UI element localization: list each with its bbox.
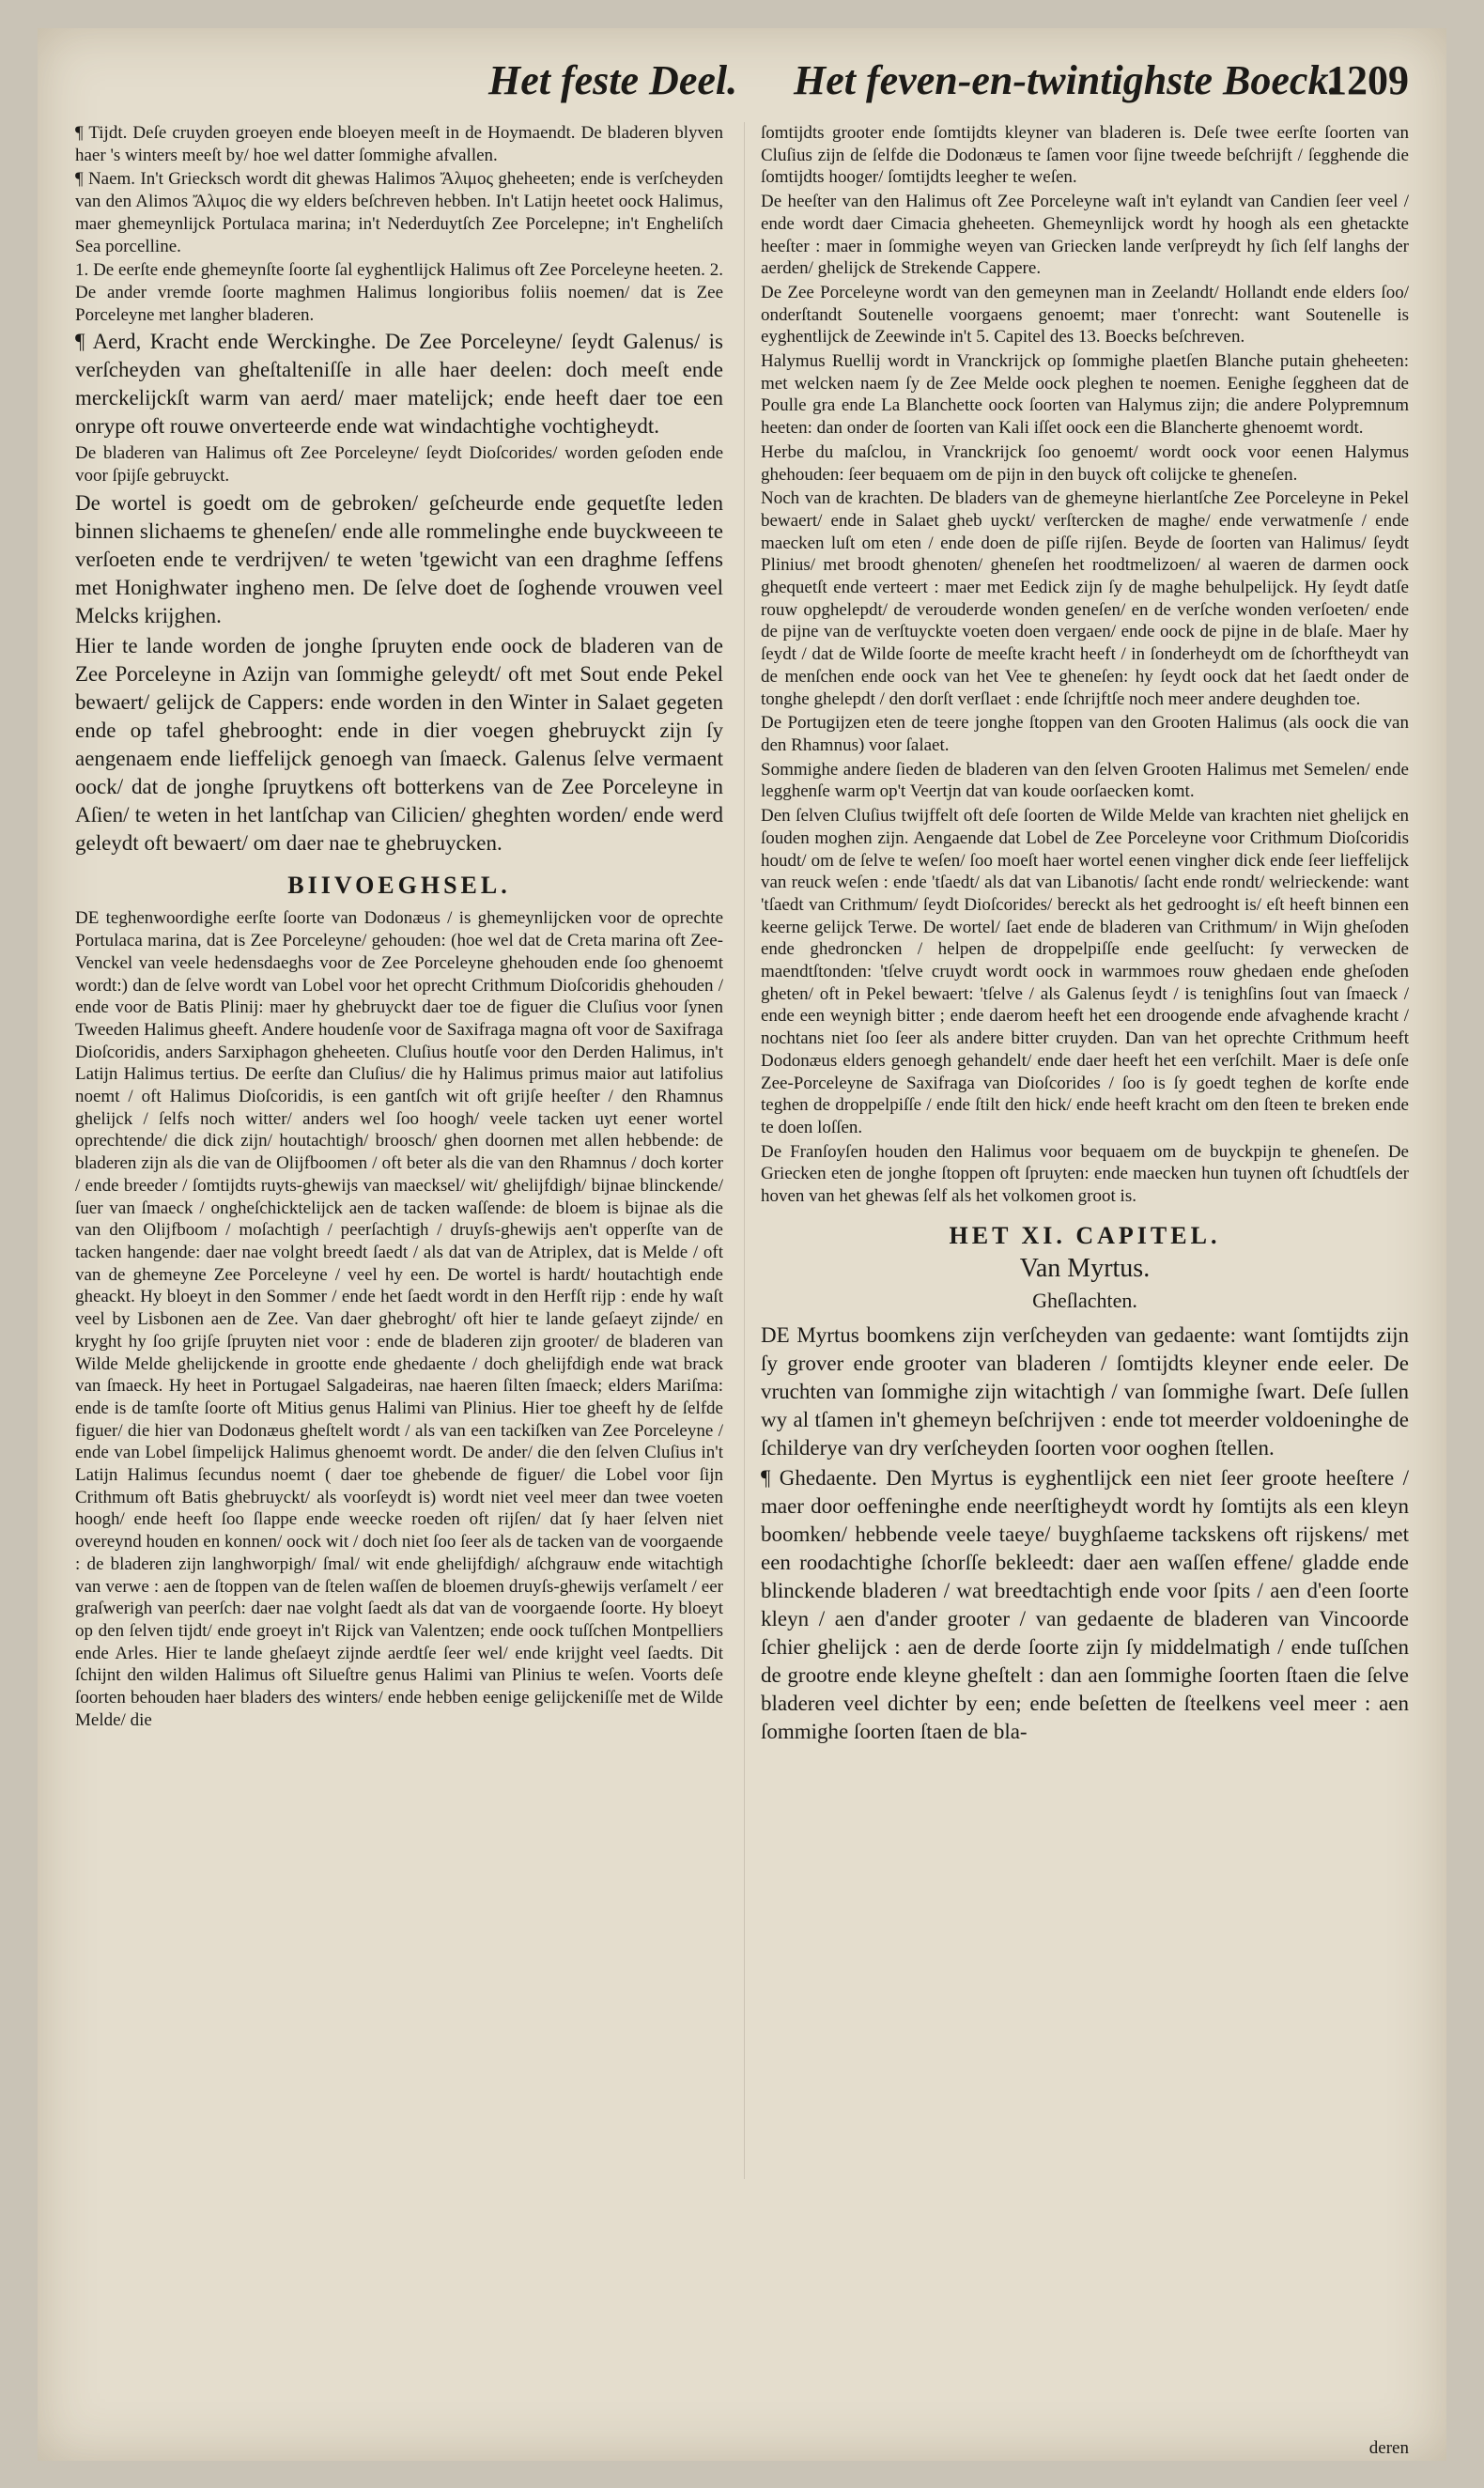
- catchword: deren: [1368, 2438, 1409, 2458]
- addendum-paragraph: DE teghenwoordighe eerſte ſoorte van Dodonæus / is ghemeynlijcken voor de oprechte Portulaca marina, dat is Zee Porceleyne/ gehouden: (hoe wel dat de Creta marina oft Zee-Venckel van veele hedensdaeghs voor de Zee Porceleyne ghehouden ende ſoo ghenoemt wordt:) dan de ſelve wordt van Lobel voor het oprecht Crithmum Dioſcoridis ghehouden / ende voor de Batis Plinij: maer hy ghebruyckt daer toe de figuer die Cluſius voor ſynen Tweeden Halimus gheeft. Andere houdenſe voor de Saxifraga magna oft voor de Saxifraga Dioſcoridis, anders Sarxiphagon gheheeten. Cluſius houtſe voor den Derden Halimus, in't Latijn Halimus tertius. De eerſte dan Cluſius/ die hy Halimus primus maior aut latifolius noemt / oft Halimus Dioſcoridis, is een gantſch wit oft grijſe heeſter / den Rhamnus ghelijck / ſelfs noch witter/ anders wel ſoo hoogh/ veele tacken uyt eener wortel oprechtende/ die dick zijn/ houtachtigh/ broosch/ ghen doornen met allen hebbende: de bladeren zijn als die van de Olijfboomen / oft beter als die van den Rhamnus / doch korter / ende breeder / ſomtijdts ruyts-ghewijs van maecksel/ wit/ ghelijfdigh/ bijnae blinckende/ ſuer van ſmaeck / ongheſchicktelijck aen de tacken waſſende: de bloem is bijnae als die van den Olijfboom / moſachtigh / peerſachtigh / druyſs-ghewijs aen't opperſte van de tacken hangende: daer nae volght breedt ſaedt / als dat van de Atriplex, dat is Melde / oft van de ghemeyne Zee Porceleyne / veel hy een. De wortel is hardt/ houtachtigh ende gheackt. Hy bloeyt in den Sommer / ende het ſaedt wordt in den Herfſt rijp : ende hy waſt veel by Lisbonen aen de Zee. Van daer ghebroght/ oft hier te lande geſaeyt zijnde/ en kryght hy ſoo grijſe ſpruyten niet voor : ende de bladeren zijn grooter/ de bladeren van Wilde Melde ghelijckende in grootte ende ghedaente / doch ghelijfdigh ende wat brack van ſmaeck. Hy heet in Portugael Salgadeiras, nae haeren ſilten ſmaeck; elders Mariſma: ende is de tamſte ſoorte oft Mitius genus Halimi van Plinius. Hier toe gheeft hy de ſelfde figuer/ die hier van Dodonæus gheſtelt wordt / als van een tackiſken van Zee Porceleyne / ende van Lobel ſimpelijck Halimus ghenoemt wordt. De ander/ die den ſelven Cluſius in't Latijn Halimus ſecundus noemt ( daer toe ghebende de figuer/ die Lobel voor ſijn Crithmum oft Batis ghebruyckt/ als voorſeydt is) wordt niet veel meer dan twee voeten hoogh/ ende heeft ſoo ſlappe ende weecke roeden oft rijſen/ dat ſy haer ſelven niet overeynd houden en konnen/ oock wit / doch niet ſoo ſeer als de tacken van de voorgaende : de bladeren zijn langhworpigh/ ſmal/ wit ende ghelijfdigh/ aſchgrauw ende witachtigh van verwe : aen de ſtoppen van de ſtelen waſſen de bloemen druyſs-ghewijs verſamelt / eer graſwerigh van peerſch: daer nae volght ſaedt als dat van de voorgaende ſoorte. Hy bloeyt op den ſelven tijdt/ ende groeyt in't Rijck van Valentzen; ende oock tuſſchen Montpelliers ende Arles. Hier te lande gheſaeyt zijnde aerdtſe ſeer wel/ ende krijght veel ſaedts. Dit ſchijnt den wilden Halimus oft Silueſtre genus Halimi van Plinius te weſen. Voorts deſe ſoorten behouden haer bladers des winters/ ende hebben eenige gelijckeniſſe met de Wilde Melde/ die: [75, 908, 723, 1730]
- chapter-paragraph: ¶ Ghedaente. Den Myrtus is eyghentlijck een niet ſeer groote heeſtere / maer door oeffeninghe ende neerſtigheydt wordt hy ſomtijts als een kleyn boomken/ hebbende veele taeye/ buyghſaeme tackskens oft rijskens/ met een roodachtighe ſchorſſe bekleedt: daer aen waſſen effene/ gladde ende blinckende bladeren / wat breedtachtigh ende voor ſpits / aen d'een ſoorte kleyn / aen d'ander grooter / van gedaente de bladeren van Vincoorde ſchier ghelijck : aen de derde ſoorte zijn ſy middelmatigh / ende tuſſchen de grootre ende kleyne gheſtelt : dan aen ſommighe ſoorten ſtaen die ſelve bladeren veel dichter by een; ende beſetten de ſteelkens veel meer : aen ſommighe ſoorten ſtaen de bla-: [761, 1465, 1409, 1743]
- right-paragraph: Halymus Ruellij wordt in Vranckrijck op ſommighe plaetſen Blanche putain gheheeten: met welcken naem ſy de Zee Melde oock pleghen te noemen. Eenighe ſeggheen dat de Poulle gra ende La Blanchette oock ſoorten van Halymus zijn; die andere Polypremnum heeten: dan onder de ſoorten van Kali iſſet oock een die Blancherte ghenoemt wordt.: [761, 351, 1409, 439]
- right-paragraph: Noch van de krachten. De bladers van de ghemeyne hierlantſche Zee Porceleyne in Pekel bewaert/ ende in Salaet gheb uyckt/ verſtercken de maghe/ ende verwatmenſe / ende maecken luſt om eten / ende doen de piſſe rijſen. Beyde de ſoorten van Halimus/ ſeydt Plinius/ met broodt ghenoten/ gheneſen het roodtmelizoen/ al waeren de darmen oock ghequetſt ende verteert : maer met Eedick zijn ſy de maghe behulpelijck. Hy ſeydt datſe rouw opghelepdt/ de verouderde wonden geneſen/ en de verſche wonden verſoeten/ ende de pijne van de verſtuyckte voeten doen vergaen/ ende oock de pijne in de blaſe. Maer hy ſeydt / dat de Wilde ſoorte de meeſte kracht heeft / in ſonderheydt om de ſchorftheydt van de menſchen ende oock van het Vee te gheneſen: hy ſeydt oock dat het ſaedt onder de tonghe ghelepdt / den dorſt verſlaet : ende ſchrijftſe noch meer andere deughden toe.: [761, 488, 1409, 709]
- left-paragraph: De bladeren van Halimus oft Zee Porceleyne/ ſeydt Dioſcorides/ worden geſoden ende voor ſpijſe gebruyckt.: [75, 443, 723, 487]
- page-number: 1209: [1326, 57, 1409, 103]
- left-paragraph: ¶ Aerd, Kracht ende Werckinghe. De Zee Porceleyne/ ſeydt Galenus/ is verſcheyden van gheſtalteniſſe in alle haer deelen: doch meeſt ende merckelijckſt warm van aerd/ maer matelijck; ende heeft daer toe een onrype oft rouwe onverteerde ende wat windachtighe vochtigheydt.: [75, 330, 723, 439]
- section-heading: Gheſlachten.: [1032, 1289, 1137, 1313]
- right-paragraph: Herbe du maſclou, in Vranckrijck ſoo genoemt/ wordt oock voor eenen Halymus ghehouden: ſeer bequaem om de pijn in den buyck oft colijcke te gheneſen.: [761, 441, 1409, 485]
- header-left-title: Het feste Deel.: [488, 57, 738, 103]
- right-paragraph: ſomtijdts grooter ende ſomtijdts kleyner van bladeren is. Deſe twee eerſte ſoorten van Cluſius zijn de ſelfde die Dodonæus te ſamen voor ſijne tweede beſchrijft / ſegghende die ſomtijdts hooger/ ſomtijdts leegher te weſen.: [761, 123, 1409, 188]
- right-paragraph: De heeſter van den Halimus oft Zee Porceleyne waſt in't eylandt van Candien ſeer veel / ende wordt daer Cimacia gheheeten. Ghemeynlijck wordt hy hoogh als een ghetackte heeſter : maer in ſommighe weyen van Griecken lande verſpreydt hy ſich ſelf langhs der aerden/ ghelijck de Strekende Cappere.: [761, 192, 1409, 279]
- left-paragraph: Hier te lande worden de jonghe ſpruyten ende oock de bladeren van de Zee Porceleyne in Azijn van ſommighe geleydt/ oft met Sout ende Pekel bewaert/ gelijck de Cappers: ende worden in den Winter in Salaet gegeten ende op tafel ghebrooght: ende in dier voegen ghebruyckt zijn ſy aengenaem ende lieffelijck genoegh van ſmaeck. Galenus ſelve vermaent oock/ dat de jonghe ſpruytkens oft botterkens van de Zee Porceleyne in Aſien/ te weten in het lantſchap van Cilicien/ gheghten worden/ ende werd geleydt oft bewaert/ om daer nae te ghebruycken.: [75, 633, 723, 855]
- chapter-paragraph: DE Myrtus boomkens zijn verſcheyden van gedaente: want ſomtijdts zijn ſy grover ende grooter van bladeren / ſomtijdts kleyner ende eeler. De vruchten van ſommighe zijn witachtigh / van ſommighe ſwart. Deſe ſullen wy al tſamen in't ghemeyn beſchrijven : ende tot meerder voldoeninghe de ſchilderye van dry verſcheyden ſoorten voor ooghen ſtellen.: [761, 1322, 1409, 1460]
- right-column: [761, 122, 1409, 2264]
- left-column: [75, 122, 723, 2179]
- left-paragraph: ¶ Tijdt. Deſe cruyden groeyen ende bloeyen meeſt in de Hoymaendt. De bladeren blyven haer 's winters meeſt by/ hoe wel datter ſommighe afvallen.: [75, 123, 723, 165]
- left-paragraph: 1. De eerſte ende ghemeynſte ſoorte ſal eyghentlijck Halimus oft Zee Porceleyne heeten. 2. De ander vremde ſoorte maghmen Halimus longioribus foliis noemen/ dat is Zee Porceleyne met langher bladeren.: [75, 260, 723, 325]
- header-right-title: Het feven-en-twintighste Boeck.: [794, 57, 1339, 103]
- right-paragraph: De Franſoyſen houden den Halimus voor bequaem om de buyckpijn te gheneſen. De Griecken eten de jonghe ſtoppen oft ſpruyten: ende maecken hun tuynen oft ſchudtſels der hoven van het ghewas ſelf als het volkomen groot is.: [761, 1141, 1409, 1207]
- book-page: [38, 28, 1446, 2461]
- right-paragraph: De Portugijzen eten de teere jonghe ſtoppen van den Grooten Halimus (als oock die van den Rhamnus) voor ſalaet.: [761, 713, 1409, 755]
- column-divider: [744, 122, 745, 2179]
- running-header: [75, 56, 1409, 113]
- right-paragraph: Den ſelven Cluſius twijffelt oft deſe ſoorten de Wilde Melde van krachten niet ghelijck en ſouden moghen zijn. Aengaende dat Lobel de Zee Porceleyne voor Crithmum Dioſcoridis houdt/ om de ſelve te weſen/ ſoo moeſt haer wortel eenen vingher dick ende ſeer lieffelijck van reuck weſen : ende 'tſaedt/ als dat van Libanotis/ ſacht ende rondt/ welrieckende: want 'tſaedt van Crithmum/ ſeydt Dioſcorides/ bereckt als het gedrooght is/ eſt heeft binnen een keerne gelijck Terwe. De wortel/ ſaet ende de bladeren van Crithmum/ in Wijn gheſoden ende ghedroncken / helpen de droppelpiſſe ende geelſucht: ſy verwecken de maendtſtonden: 'tſelve cruydt wordt oock in warmmoes rouw ghedaen ende gheſoden gheten/ oft in Pekel bewaert: 'tſelve / als Galenus ſeydt / is tenighſins ſout van ſmaeck / ende een weynigh bitter ; ende daerom heeft het een droogende ende afvaghende kracht / nochtans niet ſoo ſeer als andere bitter cruyden. Dan van het oprechte Crithmum heeft Dodonæus elders genoegh gehandelt/ ende daer heeft het een verſchilt. Maer is deſe onſe Zee-Porceleyne de Saxifraga van Dioſcorides / ſoo is ſy goedt teghen de korſte ende teghen de droppelpiſſe / ende ſtilt den hick/ ende heeft kracht om den ſteen te breken ende te doen loſſen.: [761, 806, 1409, 1137]
- left-paragraph: ¶ Naem. In't Griecksch wordt dit ghewas Halimos Ἄλιμος gheheeten; ende is verſcheyden van den Alimos Ἄλιμος die wy elders beſchreven hebben. In't Latijn heetet oock Halimus, maer ghemeynlijck Portulaca marina; in't Nederduytſch Zee Porcelepne; in't Engheliſch Sea porcelline.: [75, 169, 723, 256]
- right-paragraph: Sommighe andere ſieden de bladeren van den ſelven Grooten Halimus met Semelen/ ende legghenſe warm op't Veertjn dat van koude oorſaecken komt.: [761, 759, 1409, 802]
- left-paragraph: De wortel is goedt om de gebroken/ geſcheurde ende gequetſte leden binnen slichaems te gheneſen/ ende alle rommelinghe ende buyckweeen te verſoeten ende te verdrijven/ te weten 'tgewicht van een draghme ſeffens met Honighwater ingheno men. De ſelve doet de ſoghende vrouwen veel Melcks krijghen.: [75, 490, 723, 627]
- addendum-heading: BIIVOEGHSEL.: [287, 871, 511, 899]
- chapter-title: Van Myrtus.: [1019, 1254, 1151, 1284]
- right-paragraph: De Zee Porceleyne wordt van den gemeynen man in Zeelandt/ Hollandt ende elders ſoo/ onderſtandt Soutenelle voorgaens genoemt; maer t'onrecht: want Soutenelle is eyghentlijck de Zeewinde in't 5. Capitel des 13. Boecks beſchreven.: [761, 282, 1409, 348]
- chapter-heading: HET XI. CAPITEL.: [949, 1221, 1221, 1249]
